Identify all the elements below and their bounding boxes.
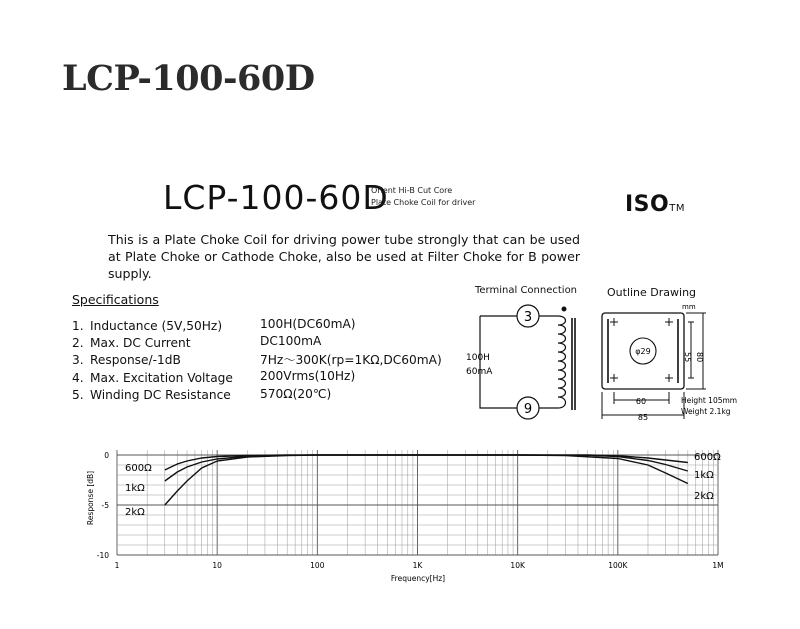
series-annotation-left: 600Ω: [125, 463, 152, 474]
spec-num: 5.: [72, 388, 84, 402]
height-label: Height 105mm: [681, 396, 738, 405]
spec-text: Max. DC Current: [90, 336, 191, 350]
page-title: LCP-100-60D: [62, 58, 315, 99]
series-annotation-left: 2kΩ: [125, 507, 145, 518]
series-annotation-right: 1kΩ: [694, 470, 714, 481]
model-heading: LCP-100-60D: [163, 178, 389, 217]
iso-mark: [625, 192, 685, 217]
spec-value: 200Vrms(10Hz): [260, 369, 356, 383]
pin-top-label: 3: [523, 310, 533, 325]
subtitle-core: Orient Hi-B Cut Core: [371, 186, 453, 195]
response-chart: [80, 440, 740, 590]
unit-label: mm: [682, 303, 696, 311]
outline-drawing: [595, 300, 745, 430]
x-tick-label: 10K: [510, 561, 525, 570]
x-tick-label: 100K: [608, 561, 628, 570]
x-tick-label: 1M: [712, 561, 724, 570]
hole-label: φ29: [635, 347, 651, 356]
current-label: 60mA: [466, 367, 493, 377]
terminal-diagram: [460, 298, 590, 423]
pin-bottom-label: 9: [523, 402, 533, 417]
iso-tm: TM: [669, 203, 685, 214]
series-annotation-left: 1kΩ: [125, 483, 145, 494]
series-line: [165, 455, 688, 505]
terminal-heading: Terminal Connection: [475, 285, 578, 296]
dim-inner-h: 60: [635, 397, 647, 406]
description: This is a Plate Choke Coil for driving power tube strongly that can be used at Plate Choke or Cathode Choke, also be used at Filter Choke for B power supply.: [108, 232, 580, 281]
spec-text: Inductance (5V,50Hz): [90, 319, 223, 333]
subtitle-type: Plate Choke Coil for driver: [371, 198, 476, 207]
iso-text: ISO: [625, 192, 670, 217]
spec-value: DC100mA: [260, 334, 322, 348]
y-tick-label: -10: [96, 551, 109, 560]
y-axis-label: Response [dB]: [86, 470, 95, 526]
dim-inner-v: 55: [683, 352, 692, 363]
dim-outer-h: 85: [637, 413, 649, 422]
spec-num: 1.: [72, 319, 84, 333]
inductance-label: 100H: [466, 353, 490, 363]
spec-value: 570Ω(20℃): [260, 387, 332, 401]
coil-winding: [558, 316, 566, 408]
spec-label: [72, 353, 181, 367]
tick-labels: [97, 451, 724, 570]
series-annotation-right: 600Ω: [694, 452, 721, 463]
y-tick-label: 0: [104, 451, 109, 460]
x-tick-label: 1K: [412, 561, 423, 570]
spec-label: [72, 388, 231, 402]
spec-num: 4.: [72, 371, 84, 385]
x-tick-label: 10: [212, 561, 222, 570]
spec-label: [72, 319, 222, 333]
x-tick-label: 1: [114, 561, 120, 570]
x-tick-label: 100: [310, 561, 325, 570]
spec-text: Max. Excitation Voltage: [90, 371, 233, 385]
specifications-heading: Specifications: [72, 292, 159, 307]
y-tick-label: -5: [101, 501, 109, 510]
spec-label: [72, 336, 191, 350]
spec-num: 3.: [72, 353, 84, 367]
dim-outer-v: 80: [695, 352, 704, 363]
series-line: [165, 455, 688, 481]
x-axis-label: Frequency[Hz]: [390, 574, 446, 583]
series-annotation-right: 2kΩ: [694, 491, 714, 502]
spec-text: Winding DC Resistance: [90, 388, 231, 402]
outline-heading: Outline Drawing: [607, 286, 697, 299]
series: [165, 455, 688, 505]
spec-label: [72, 371, 233, 385]
spec-num: 2.: [72, 336, 84, 350]
phase-dot: [562, 307, 567, 312]
spec-text: Response/-1dB: [90, 353, 181, 367]
spec-value: 100H(DC60mA): [260, 317, 356, 331]
spec-value: 7Hz～300K(rp=1KΩ,DC60mA): [260, 353, 442, 367]
weight-label: Weight 2.1kg: [681, 407, 731, 416]
